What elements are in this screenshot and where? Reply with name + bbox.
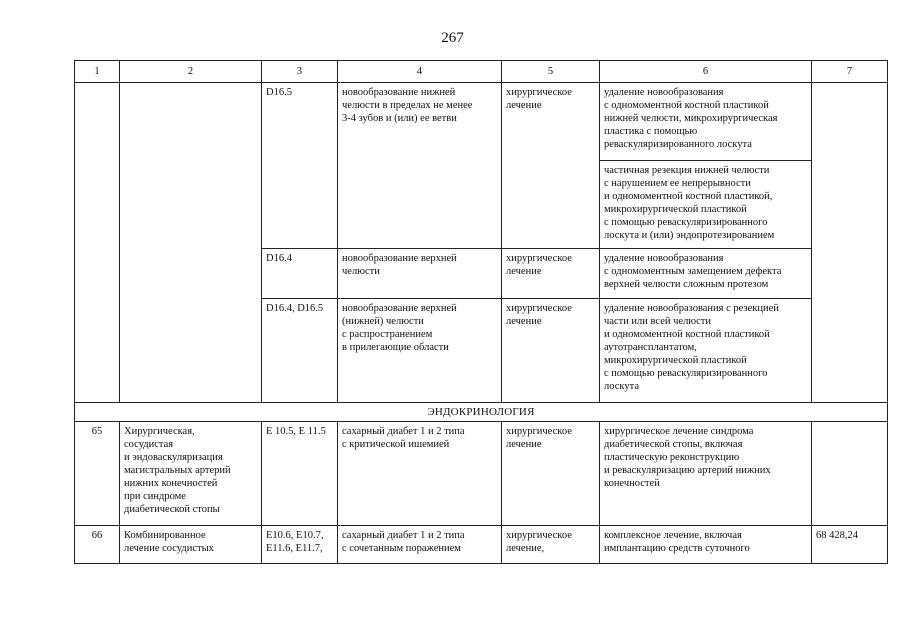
method-cell: хирургическое лечение синдрома диабетической стопы, включая пластическую реконструкцию и реваскуляризацию артерий нижних конечностей	[600, 422, 812, 526]
section-title: ЭНДОКРИНОЛОГИЯ	[75, 403, 888, 422]
treatment-type-cell: хирургическое лечение	[502, 249, 600, 299]
method-cell: комплексное лечение, включая имплантацию средств суточного	[600, 526, 812, 564]
medical-care-table	[74, 60, 888, 564]
diagnosis-cell: новообразование верхней челюсти	[338, 249, 502, 299]
column-header-5: 5	[502, 61, 600, 83]
row-number: 66	[75, 526, 120, 564]
method-cell: удаление новообразования с резекцией части или всей челюсти и одномоментной костной пластикой аутотрансплантатом, микрохирургической пластикой с помощью реваскуляризированного лоскута	[600, 299, 812, 403]
section-row	[75, 403, 888, 422]
icd-code-cell: D16.4	[262, 249, 338, 299]
table-row	[75, 422, 888, 526]
column-header-4: 4	[338, 61, 502, 83]
empty-cell	[75, 83, 120, 403]
treatment-type-cell: хирургическое лечение	[502, 299, 600, 403]
method-cell: удаление новообразования с одномоментной костной пластикой нижней челюсти, микрохирургическая пластика с помощью реваскуляризированного лоскута	[600, 83, 812, 161]
diagnosis-cell: сахарный диабет 1 и 2 типа с критической ишемией	[338, 422, 502, 526]
icd-code-cell: D16.5	[262, 83, 338, 249]
empty-cell	[812, 422, 888, 526]
column-header-3: 3	[262, 61, 338, 83]
treatment-type-cell: хирургическое лечение	[502, 422, 600, 526]
table-row	[75, 83, 888, 161]
icd-code-cell: E10.6, E10.7, E11.6, E11.7,	[262, 526, 338, 564]
treatment-type-cell: хирургическое лечение,	[502, 526, 600, 564]
icd-code-cell: D16.4, D16.5	[262, 299, 338, 403]
diagnosis-cell: сахарный диабет 1 и 2 типа с сочетанным поражением	[338, 526, 502, 564]
diagnosis-cell: новообразование нижней челюсти в пределах не менее 3-4 зубов и (или) ее ветви	[338, 83, 502, 249]
care-type-cell: Комбинированное лечение сосудистых	[120, 526, 262, 564]
cost-cell: 68 428,24	[812, 526, 888, 564]
icd-code-cell: E 10.5, E 11.5	[262, 422, 338, 526]
care-type-cell: Хирургическая, сосудистая и эндоваскуляризация магистральных артерий нижних конечностей при синдроме диабетической стопы	[120, 422, 262, 526]
method-cell: удаление новообразования с одномоментным замещением дефекта верхней челюсти сложным протезом	[600, 249, 812, 299]
method-cell: частичная резекция нижней челюсти с нарушением ее непрерывности и одномоментной костной пластикой, микрохирургической пластикой с помощью реваскуляризированного лоскута и (или) эндопротезированием	[600, 161, 812, 249]
column-header-6: 6	[600, 61, 812, 83]
treatment-type-cell: хирургическое лечение	[502, 83, 600, 249]
column-header-7: 7	[812, 61, 888, 83]
column-number-row	[75, 61, 888, 83]
empty-cell	[812, 83, 888, 403]
column-header-1: 1	[75, 61, 120, 83]
column-header-2: 2	[120, 61, 262, 83]
table-row	[75, 526, 888, 564]
page-number: 267	[441, 30, 464, 46]
empty-cell	[120, 83, 262, 403]
row-number: 65	[75, 422, 120, 526]
diagnosis-cell: новообразование верхней (нижней) челюсти с распространением в прилегающие области	[338, 299, 502, 403]
